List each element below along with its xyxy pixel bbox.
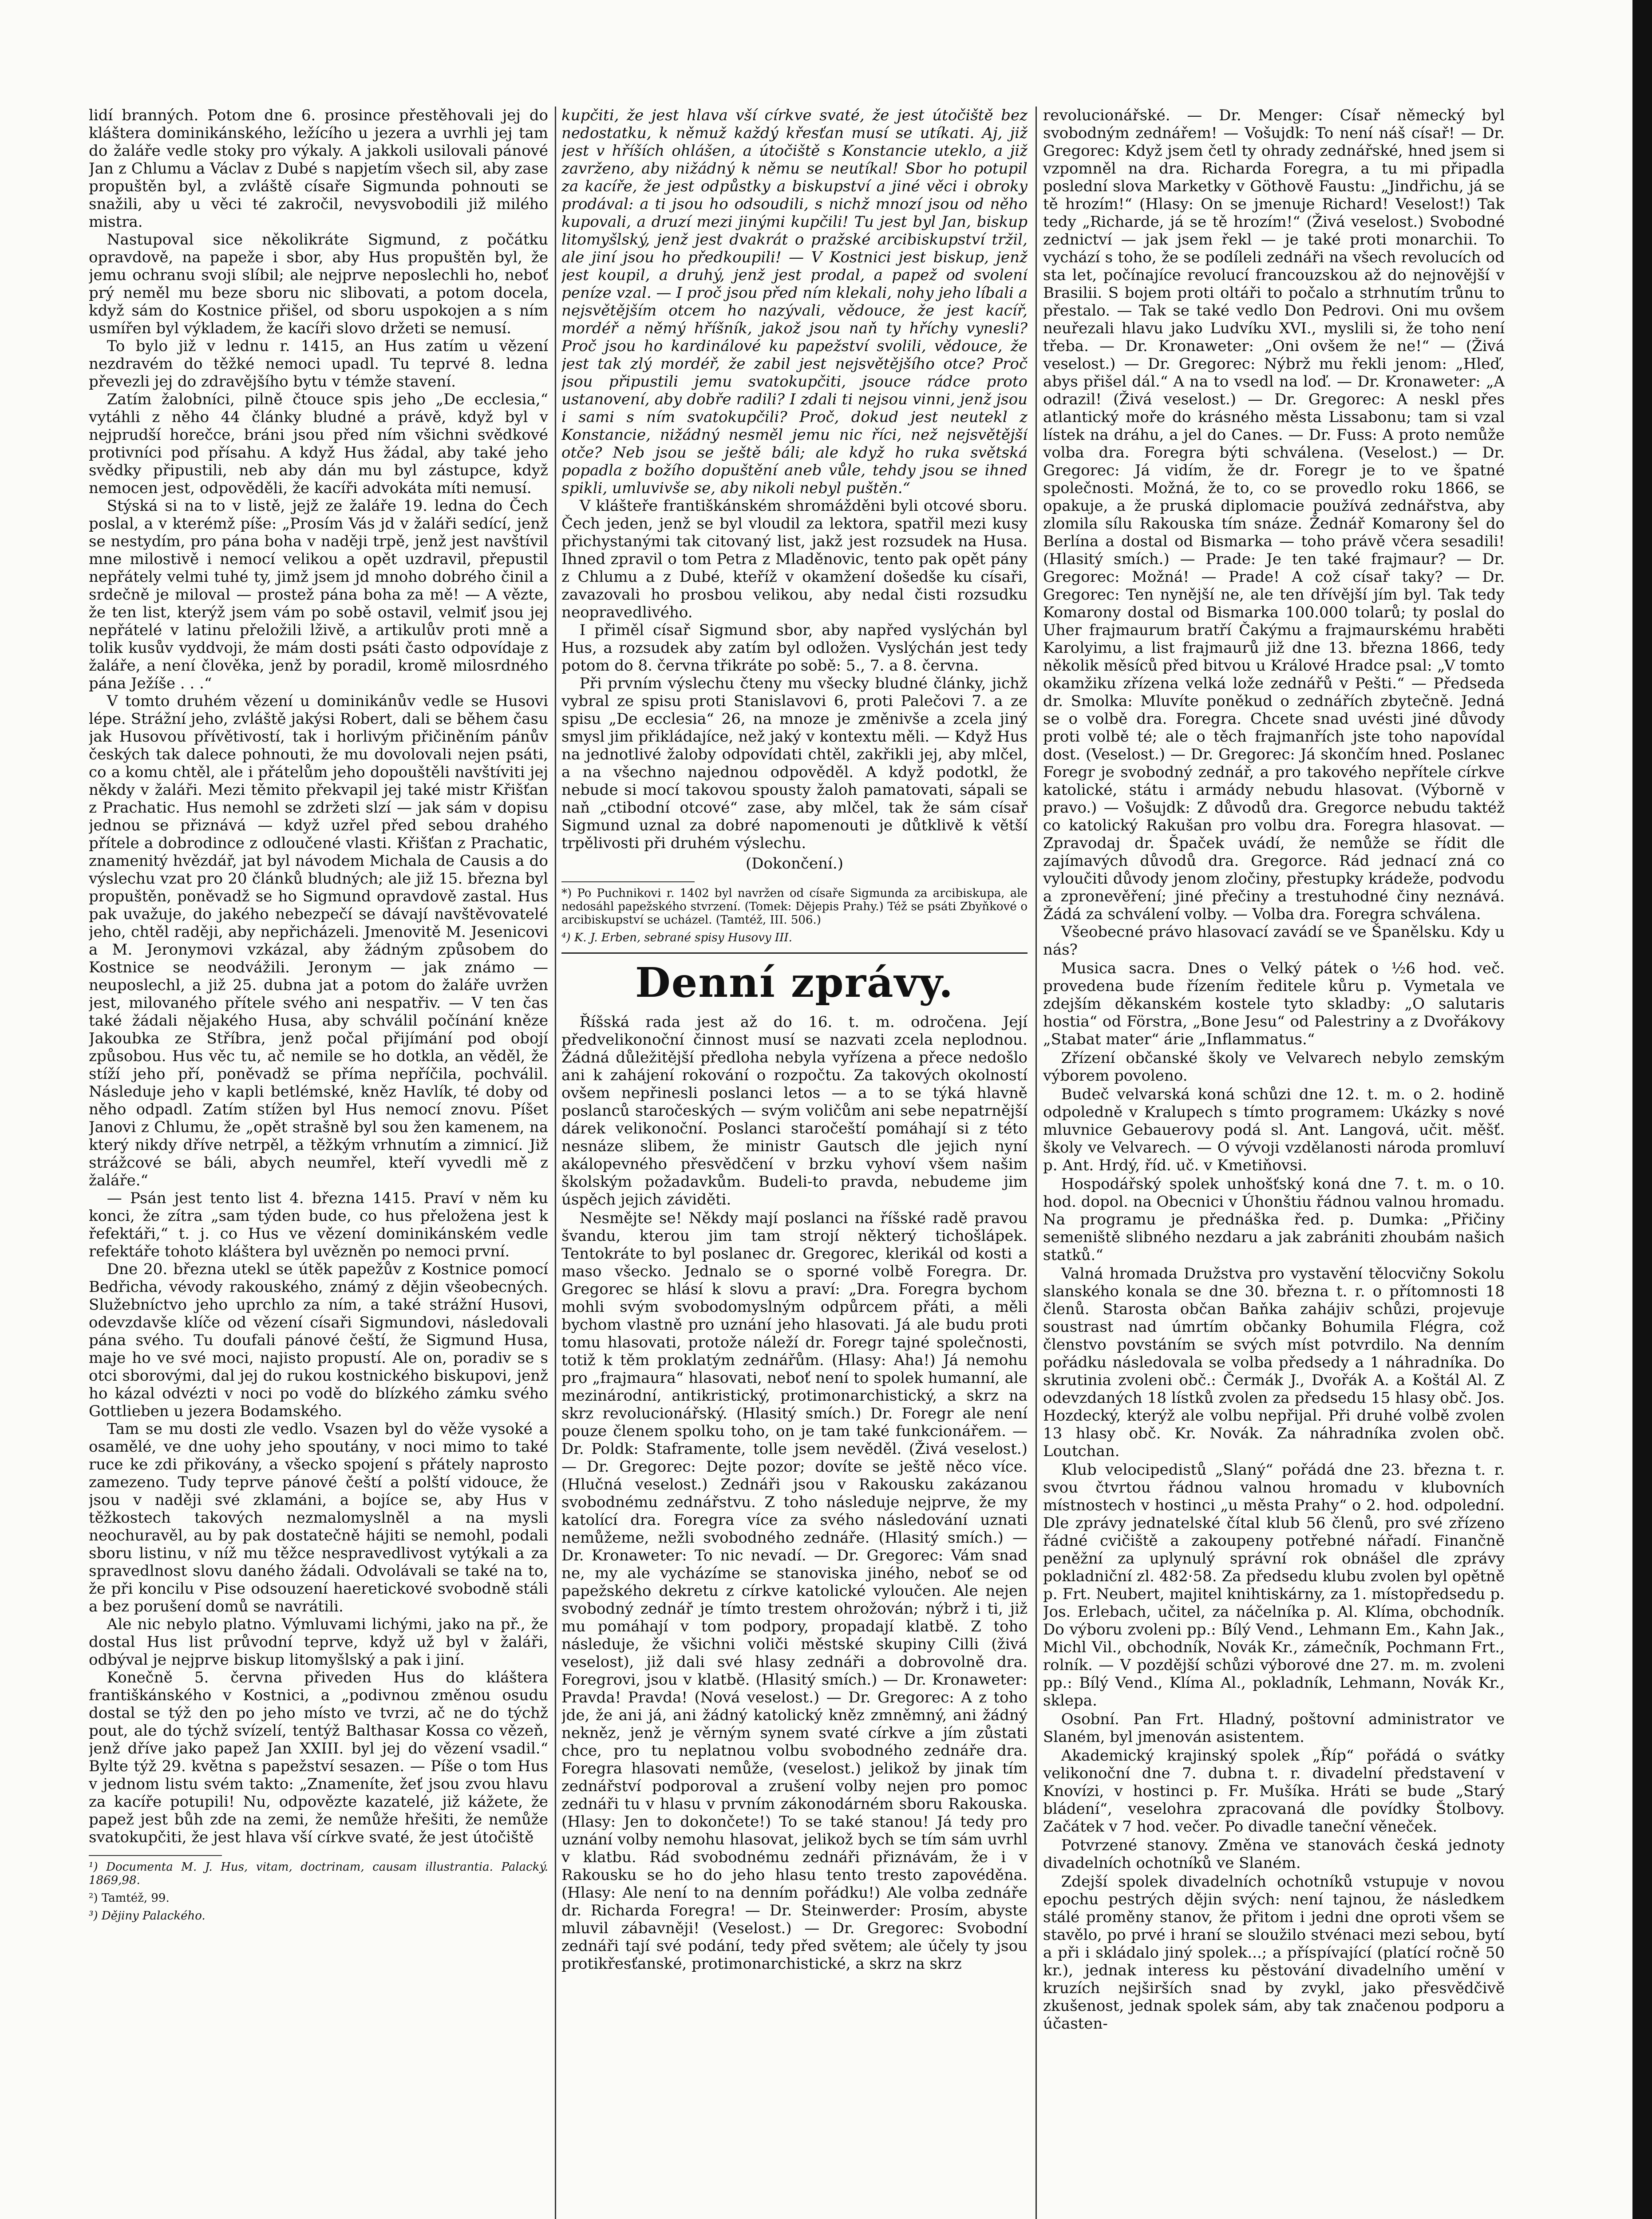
paragraph: V klášteře františkánském shromážděni byli otcové sboru. Čech jeden, jenž se byl vloudil za lektora, spatřil mezi kusy přichystanými tak citovaný list, jakž jest rozsudek na Husa. Ihned zpravil o tom Petra z Mladěnovic, tento pak opět pány z Chlumu a z Dubé, kteříž v okamžení došedše ku císaři, zavazovali ho prosbou velikou, aby nedal čisti rozsudku neopravedlivého. <box>561 497 1028 621</box>
column-3 <box>1043 107 1505 2219</box>
paragraph: revolucionářské. — Dr. Menger: Císař německý byl svobodným zednářem! — Vošujdk: To není náš císař! — Dr. Gregorec: Když jsem četl ty ohrady zednářské, hned jsem si vzpomněl na dra. Richarda Foregra, a tu mi připadla poslední slova Marketky v Göthově Faustu: „Jindřichu, já se tě hrozím!“ (Hlasy: On se jmenuje Richard! Veselost!) Tak tedy „Richarde, já se tě hrozím!“ (Živá veselost.) Svobodné zednictví — jak jsem řekl — je také proti monarchii. To vychází s toho, že se podíleli zednáři na všech revolucích od sta let, počínajíce revolucí francouzskou až do nejnovější v Brasilii. S bojem proti oltáři to počalo a strhnutím trůnu to přestalo. — Tak se také vedlo Don Pedrovi. Oni mu ovšem neuřezali hlavu jako Ludvíku XVI., myslili si, že toho není třeba. — Dr. Kronaweter: „Oni ovšem že ne!“ — (Živá veselost.) — Dr. Gregorec: Nýbrž mu řekli jenom: „Hleď, abys přišel dál.“ A na to vsedl na loď. — Dr. Kronaweter: „A odrazil! (Živá veselost.) — Dr. Gregorec: A neskl přes atlantický moře do krásného města Lissabonu; tam si vzal lístek na dráhu, a jel do Canes. — Dr. Fuss: A proto nemůže volba dra. Foregra býti schválena. (Veselost.) — Dr. Gregorec: Já vidím, že dr. Foregr je to ve špatné společnosti. Možná, že to, co se provedlo roku 1866, se opakuje, a že pruská diplomacie používá zednářstva, aby zlomila sílu Rakouska tím snáze. Žednář Komarony šel do Berlína a dostal od Bismarka — toho právě včera sesadili! (Hlasitý smích.) — Prade: Je ten také frajmaur? — Dr. Gregorec: Možná! — Prade! A což císař taky? — Dr. Gregorec: Ten nynější ne, ale ten dřívější jím byl. Tak tedy Komarony dostal od Bismarka 100.000 tolarů; ty poslal do Uher frajmaurum bratří Čakýmu a frajmaurskému hraběti Karolyimu, a list frajmaurů již dne 13. března 1866, tedy několik měsíců před bitvou u Králové Hradce psal: „V tomto okamžiku zřízena velká lože zednářů v Pešti.“ — Předseda dr. Smolka: Mluvíte poněkud o zednářích zbytečně. Jedná se o volbě dra. Foregra. Chcete snad uvésti jiné důvody proti volbě té; ale o těch frajmanřích jste toho napovídal dost. (Veselost.) — Dr. Gregorec: Já skončím hned. Poslanec Foregr je svobodný zednář, a pro takového nepřítele církve katolické, státu i armády nebudu hlasovat. (Výborně v pravo.) — Vošujdk: Z důvodů dra. Gregorce nebudu taktéž co katolický Rakušan pro volbu dra. Foregra hlasovat. — Zpravodaj dr. Špaček uvádí, že nemůže se řídit dle zajímavých důvodů dra. Gregorce. Rád jednací zná co vyloučiti důvody jenom zločiny, přestupky krádeže, podvodu a zpronevěření; jiné přečiny a trestuhodné činy neznává. Žádá za schválení volby. — Volba dra. Foregra schválena. <box>1043 107 1505 923</box>
continuation-note: (Dokončení.) <box>746 855 843 873</box>
paragraph: To bylo již v lednu r. 1415, an Hus zatím u vězení nezdravém do těžké nemoci upadl. Tu teprvé 8. ledna převezli jej do zdravějšího bytu v témže stavení. <box>89 337 548 391</box>
paragraph: Stýská si na to v listě, jejž ze žaláře 19. ledna do Čech poslal, a v kterémž píše: „Prosím Vás jd v žaláři sedící, jenž se nestydím, pro pána boha v naději trpě, jenž jest navštívil mne milostivě i nemocí velikou a opět uzdravil, přepustil nepřátely velmi tuhé ty, jimž jsem jd mnoho dobrého činil a srdečně je miloval — prostež pána boha za mě! — A vězte, že ten list, kterýž jsem vám po sobě ostavil, velmiť jsou jej nepřátelé v latinu přeložili lživě, a artikulův proti mně a tolik kusův vyddvoji, že mám dosti psáti často odpovídaje z žaláře, a není člověka, jenž by poradil, kromě milosrdného pána Ježíše . . .“ <box>89 497 548 692</box>
paragraph: kupčiti, že jest hlava vší církve svaté, že jest útočiště bez nedostatku, k němuž každý křesťan musí se utíkati. Aj, již jest v hříších ohlášen, a útočiště s Konstancie uteklo, a již zavrženo, aby nižádný k němu se neutíkal! Sbor ho potupil za kacíře, že jest odpůstky a biskupství a jiné věci i obroky prodával: a ti jsou ho odsoudili, s nichž mnozí jsou od něho kupovali, a druzí mezi jinými kupčili! Tu jest byl Jan, biskup litomyšlský, jenž jest dvakrát o pražské arcibiskupství tržil, ale jiní jsou ho předkoupili! — V Kostnici jest biskup, jenž jest koupil, a druhý, jenž jest prodal, a papež od svolení peníze vzal. — I proč jsou před ním klekali, nohy jeho líbali a nejsvětějším otcem ho nazývali, vědouce, že jest kacíř, mordéř a němý hříšník, jakož jsou naň ty hříchy vynesli? Proč jsou ho kardinálové ku papežství svolili, vědouce, že jest tak zlý mordéř, že zabil jest nejsvětějšího otce? Proč jsou připustili jemu svatokupčiti, jsouce rádce proto ustanovení, aby dobře radili? I zdali ti nejsou vinni, jenž jsou i sami s ním svatokupčili? Proč, dokud jest neutekl z Konstancie, nižádný nesměl jemu nic říci, než nejsvětější otče? Neb jsou se ještě báli; ale když ho ruka světská popadla z božího dopuštění aneb vůle, tehdy jsou se ihned spikli, umluvivše se, aby nikoli nebyl puštěn.“ <box>561 107 1028 497</box>
paragraph: Ale nic nebylo platno. Výmluvami lichými, jako na př., že dostal Hus list průvodní teprve, když už byl v žaláři, odbýval je nejprve biskup litomyšlský a pak i jiní. <box>89 1615 548 1669</box>
section-divider <box>561 952 1028 954</box>
footnote: ³) Dějiny Palackého. <box>89 1909 206 1923</box>
column-1 <box>89 107 548 2219</box>
column-rule <box>555 107 556 2219</box>
paragraph: Nastupoval sice několikráte Sigmund, z počátku opravdově, na papeže i sbor, aby Hus propuštěn byl, že jemu ochranu svoji slíbil; ale nejprve neposlechli ho, neboť prý neměl mu beze sboru nic slibovati, a potom docela, když sám do Kostnice přišel, od sboru uspokojen a s ním usmířen byl výkladem, že kacíři slovo držeti se nemusí. <box>89 231 548 337</box>
paragraph: Zatím žalobníci, pilně čtouce spis jeho „De ecclesia,“ vytáhli z něho 44 články bludné a právě, když byl v nejprudší horečce, bráni jsou před ním všichni svědkové protivníci pod přísahu. A když Hus žádal, aby také jeho svědky připustili, neb aby dán mu byl zástupce, když nemocen jest, odpověděli, že kacíři advokáta míti nemusí. <box>89 391 548 497</box>
news-item: Akademický krajinský spolek „Říp“ pořádá o svátky velikonoční dne 7. dubna t. r. divadelní představení v Knovízi, v hostinci p. Fr. Mušíka. Hráti se bude „Starý bládení“, veselohra zpracovaná dle povídky Štolbovy. Začátek v 7 hod. večer. Po divadle taneční věneček. <box>1043 1747 1505 1836</box>
news-item: Hospodářský spolek unhošťský koná dne 7. t. m. o 10. hod. dopol. na Obecnici v Úhonštiu řádnou valnou hromadu. Na programu je přednáška řed. p. Dumka: „Přičiny semeniště slibného nezdaru a jak zabrániti zhoubám našich statků.“ <box>1043 1175 1505 1264</box>
footnote: *) Po Puchnikovi r. 1402 byl navržen od císaře Sigmunda za arcibiskupa, ale nedosáhl papežského stvrzení. (Tomek: Dějepis Prahy.) Též se psáti Zbyňkové o arcibiskupství se ucházel. (Tamtéž, III. 506.) <box>561 887 1028 927</box>
news-item: Zdejší spolek divadelních ochotníků vstupuje v novou epochu pestrých dějin svých: není tajnou, že následkem stálé proměny stanov, že přitom i jedni dne oproti všem se stavělo, po prvé i hraní se sloužilo stvénaci mezi sebou, bytí a při i skládalo jiný spolek...; a příspívající (platící ročně 50 kr.), jednak interess ku pěstování divadelního umění v kruzích nejširších snad by zvykl, jako přesvědčivě zkušenost, jednak spolek sám, aby tak značenou podporu a účasten- <box>1043 1873 1505 2033</box>
footnote-rule <box>561 881 695 882</box>
footnote: ¹) Documenta M. J. Hus, vitam, doctrinam, causam illustrantia. Palacký. 1869,98. <box>89 1860 548 1887</box>
news-item: Říšská rada jest až do 16. t. m. odročena. Její předvelikonoční činnost musí se nazvati zcela neplodnou. Žádná důležitější předloha nebyla vyřízena a přece nedošlo ani k zahájení rokování o rozpočtu. Za takových okolností ovšem nepřinesli poslanci letos — a to se týká hlavně poslanců staročeských — svým voličům ani sebe nepatrnější dárek velikonoční. Poslanci staročeští pomáhají si z této nesnáze slibem, že ministr Gautsch dle jejich nyní akálopevného přesvědčení v brzku vyhoví všem našim školským požadavkům. Budeli-to pravda, nebudeme jim úspěch jejich záviděti. <box>561 1013 1028 1208</box>
column-rule <box>1035 107 1037 2219</box>
footnote: ²) Tamtéž, 99. <box>89 1891 170 1905</box>
paragraph: V tomto druhém vězení u dominikánův vedle se Husovi lépe. Strážní jeho, zvláště jakýsi Robert, dali se během času jak Husovou přívětivostí, tak i horlivým přičiněním pánův českých tak dalece pohnouti, že mu dovolovali nejen psáti, co a komu chtěl, ale i přátelům jeho dopouštěli navštíviti jej někdy v žaláři. Mezi těmito překvapil jej také mistr Křišťan z Prachatic. Hus nemohl se zdržeti slzí — jak sám v dopisu jednou se přiznává — když uzřel před sebou drahého přítele a dobrodince z odloučené vlasti. Křišťan z Prachatic, znamenitý hvězdář, jat byl návodem Michala de Causis a do výslechu vzat pro 20 článků bludných; ale již 15. března byl propuštěn, poněvadž se ho Sigmund opravdově zastal. Hus pak uvažuje, do jakého nebezpečí se dávají navštěvovatelé jeho, chtěl raději, aby nepřicházeli. Jmenovitě M. Jesenicovi a M. Jeronymovi vzkázal, aby žádným způsobem do Kostnice se neodvážili. Jeronym — jak známo — neuposlechl, a již 25. dubna jat a potom do žaláře uvržen jest, milovaného přítele svého ani nespatřiv. — V ten čas také žádali nějakého Husa, aby schválil počínání kněze Jakoubka ze Stříbra, jenž počal přijímání pod obojí způsobou. Hus věc tu, ač nemile se ho dotkla, an věděl, že stíží jeho pří, poněvadž se příma nepříčila, pochválil. Následuje jeho v kapli betlémské, kněz Havlík, té doby od něho odpadl. Zatím stížen byl Hus nemocí znovu. Píšet Janovi z Chlumu, že „opět strašně byl sou žen kamenem, na který nikdy dříve netrpěl, a těžkým vrhnutím a zimnicí. Již strážcové se báli, abych neumřel, kteří vyvedli mě z žaláře.“ <box>89 692 548 1189</box>
paragraph: Při prvním výslechu čteny mu všecky bludné články, jichž vybral ze spisu proti Stanislavovi 6, proti Palečovi 7. a ze spisu „De ecclesia“ 26, na mnoze je změnivše a zcela jiný smysl jim přikládajíce, než jaký v kontextu měli. — Když Hus na jednotlivé žaloby odpovídati chtěl, zakřikli jej, aby mlčel, a na všechno najednou odpověděl. A když podotkl, že nebude si mocí takovou spousty žaloh pamatovati, sápali se naň „ctibodní otcové“ zase, aby mlčel, tak že sám císař Sigmund uznal za dobré napomenouti je důtklivě k větší trpělivosti při druhém výslechu. <box>561 675 1028 852</box>
news-list <box>1043 923 1505 2033</box>
news-item: Všeobecné právo hlasovací zavádí se ve Španělsku. Kdy u nás? <box>1043 923 1505 959</box>
paragraph: lidí branných. Potom dne 6. prosince přestěhovali jej do kláštera dominikánského, ležícího u jezera a uvrhli jej tam do žaláře vedle stoky pro výkaly. A jakkoli usilovali pánové Jan z Chlumu a Václav z Dubé s napjetím všech sil, aby zase propuštěn byl, a zvláště císaře Sigmunda pohnouti se snažili, aby u věci té zakročil, nevysvobodili již milého mistra. <box>89 107 548 231</box>
news-item: Nesmějte se! Někdy mají poslanci na říšské radě pravou švandu, kterou jim tam strojí některý tichošlápek. Tentokráte to byl poslanec dr. Gregorec, klerikál od kosti a maso všecko. Jednalo se o sporné volbě Foregra. Dr. Gregorec se hlásí k slovu a praví: „Dra. Foregra bychom mohli svým svobodomyslným odpůrcem přáti, a měli bychom vlastně pro uznání jeho hlasovati. Já ale budu proti tomu hlasovati, protože náleží dr. Foregr tajné společnosti, totiž k těm proklatým zednářům. (Hlasy: Aha!) Já nemohu pro „frajmaura“ hlasovati, neboť není to spolek humanní, ale mezinárodní, antikristický, protimonarchistický, a skrz na skrz revolucionářský. (Hlasitý smích.) Dr. Foregr ale není pouze členem spolku toho, on je tam také funkcionářem. — Dr. Poldk: Staframente, tolle jsem nevěděl. (Živá veselost.) — Dr. Gregorec: Dejte pozor; dovíte se ještě něco více. (Hlučná veselost.) Zednáři jsou v Rakousku zakázanou svobodnému zednářstvu. Z toho následuje nejprve, že my katolící dra. Foregra více za svého následování uznati nemůžeme, nežli svobodného zednáře. (Hlasitý smích.) — Dr. Kronaweter: To nic nevadí. — Dr. Gregorec: Vám snad ne, my ale vycházíme se stanoviska jiného, neboť se od papežského dekretu z církve katolické vyloučen. Ale nejen svobodný zednář je tímto trestem ohrožován; nýbrž i ti, již mu pomáhají v tom podpory, propadají klatbě. Z toho následuje, že všichni voliči městské skupiny Cilli (živá veselost), již dali své hlasy zednáři a dobrovolně dra. Foregrovi, jsou v klatbě. (Hlasitý smích.) — Dr. Kronaweter: Pravda! Pravda! (Nová veselost.) — Dr. Gregorec: A z toho jde, že ani já, ani žádný katolický kněz zmněmný, ani žádný nekněz, jenž je věrným synem svaté církve a jím zůstati chce, pro tu neplatnou volbu svobodného zednáře dra. Foregra hlasovati nemůže, (veselost.) jelikož by jinak tím zednářství podporoval a zrušení volby nejen pro pomoc zednáři tu v hlasu v prvním zákonodárném sboru Rakouska. (Hlasy: Jen to dokončete!) To se také stanou! Já tedy pro uznání volby nemohu hlasovat, jelikož bych se tím sám uvrhl v klatbu. Rád svobodnému zednáři přiznávám, že i v Rakousku se ho do jeho hlasu tento tresto zapovéděna. (Hlasy: Ale není to na denním pořádku!) Ale volba zednáře dr. Richarda Foregra! — Dr. Steinwerder: Prosím, abyste mluvil zábavněji! (Veselost.) — Dr. Gregorec: Svobodní zednáři tají své podání, tedy před světem; ale účely ty jsou protikřesťanské, protimonarchistické, a skrz na skrz <box>561 1209 1028 1973</box>
footnote-rule <box>89 1855 222 1856</box>
news-item: Budeč velvarská koná schůzi dne 12. t. m. o 2. hodině odpoledně v Kralupech s tímto programem: Ukázky s nové mluvnice Gebauerovy podá sl. Ant. Langová, učit. měšť. školy ve Velvarech. — O vývoji vzdělanosti národa promluví p. Ant. Hrdý, říd. uč. v Kmetiňovsi. <box>1043 1086 1505 1174</box>
news-item: Valná hromada Družstva pro vystavění tělocvičny Sokolu slanského konala se dne 30. března t. r. o přítomnosti 18 členů. Starosta občan Baňka zahájiv schůzi, projevuje soustrast nad úmrtím občanky Bohumila Flégra, což členstvo povstáním se svých míst potvrdilo. Na denním pořádku následovala se volba předsedy a 1 náhradníka. Do skrutinia zvoleni obč.: Čermák J., Dvořák A. a Koštál Al. Z odevzdaných 18 lístků zvolen za předsedu 15 hlasy obč. Jos. Hozdecký, kterýž ale volbu nepřijal. Při druhé volbě zvolen 13 hlasy obč. Kr. Novák. Za náhradníka zvolen obč. Loutchan. <box>1043 1265 1505 1460</box>
news-item: Klub velocipedistů „Slaný“ pořádá dne 23. března t. r. svou čtvrtou řádnou valnou hromadu v klubovních místnostech v hostinci „u města Prahy“ o 2. hod. odpolední. Dle zprávy jednatelské čítal klub 56 členů, pro své zřízeno řádné cvičiště a zakoupeny potřebné nářadí. Finančně peněžní za uplynulý správní rok obnášel dle zprávy pokladniční zl. 482·58. Za předsedu klubu zvolen byl opětně p. Frt. Neubert, majitel knihtiskárny, za 1. místopředsedu p. Jos. Erlebach, učitel, za náčelníka p. Al. Klíma, obchodník. Do výboru zvoleni pp.: Bílý Vend., Lehmann Em., Kahn Jak., Michl Vil., obchodník, Novák Kr., zámečník, Pochmann Frt., rolník. — V pozdější schůzi výborové dne 27. m. m. zvoleni pp.: Bílý Vend., Klíma Al., pokladník, Lehmann, Novák Kr., sklepa. <box>1043 1461 1505 1710</box>
paragraph: Tam se mu dosti zle vedlo. Vsazen byl do věže vysoké a osamělé, ve dne uohy jeho spoutány, v noci mimo to také ruce ke zdi přikovány, a všecko spojení s přátely naprosto zamezeno. Tudy teprve pánové čeští a polští vidouce, že jsou v naději své zklamáni, a bojíce se, aby Hus v těžkostech takových nezmalomyslněl a na mysli neochuravěl, au by pak dostatečně hájiti se nemohl, podali sboru listinu, v níž mu těžce nespravedlivost vytýkali a za spravedlnost slovu daného žádali. Odvolávali se také na to, že při koncilu v Pise odsouzení haeretickové svobodně stáli a bez porušení domů se navrátili. <box>89 1420 548 1615</box>
section-title: Denní zprávy. <box>635 959 954 1007</box>
paragraph: Dne 20. března utekl se útěk papežův z Kostnice pomocí Bedřicha, vévody rakouského, známý z dějin všeobecných. Služebníctvo jeho uprchlo za ním, a také strážní Husovi, odevzdavše klíče od vězení císaři Sigmundovi, následovali pána svého. Tu doufali pánové čeští, že Sigmund Husa, maje ho ve své moci, najisto propustí. Ale on, poradiv se s otci sborovými, dal jej do rukou kostnického biskupovi, jenž ho kázal odvézti v noci po vodě do blízkého zámku svého Gottlieben u jezera Bodamského. <box>89 1260 548 1420</box>
news-list <box>561 1013 1028 1973</box>
paragraph: Konečně 5. června přiveden Hus do kláštera františkánského v Kostnici, a „podivnou změnou osudu dostal se týž den po jeho místo ve tvrzi, ač ne do týchž pout, ale do týchž svízelí, tentýž Balthasar Kossa co vězeň, jenž dříve jako papež Jan XXIII. byl jej do vězení vsadil.“ Bylte týž 29. května s papežství sesazen. — Píše o tom Hus v jednom listu svém takto: „Znameníte, žeť jsou zvou hlavu za kacíře potupili! Nu, odpovězte kazatelé, již kážete, že papež jest bůh zde na zemi, že nemůže hřešiti, že nemůže svatokupčiti, že jest hlava vší církve svaté, že jest útočiště <box>89 1669 548 1846</box>
news-item: Musica sacra. Dnes o Velký pátek o ½6 hod. več. provedena bude řízením ředitele kůru p. Vymetala ve zdejším děkanském kostele tyto skladby: „O salutaris hostia“ od Förstra, „Bone Jesu“ od Palestriny a z Dvořákovy „Stabat mater“ árie „Inflammatus.“ <box>1043 959 1505 1048</box>
news-item: Zřízení občanské školy ve Velvarech nebylo zemským výborem povoleno. <box>1043 1049 1505 1085</box>
news-item: Osobní. Pan Frt. Hladný, poštovní administrator ve Slaném, byl jmenován asistentem. <box>1043 1710 1505 1746</box>
news-item: Potvrzené stanovy. Změna ve stanovách česká jednoty divadelních ochotníků ve Slaném. <box>1043 1836 1505 1872</box>
column-2 <box>561 107 1028 2219</box>
footnote: ⁴) K. J. Erben, sebrané spisy Husovy III. <box>561 931 792 944</box>
paragraph: I přiměl císař Sigmund sbor, aby napřed vyslýchán byl Hus, a rozsudek aby zatím byl odložen. Vyslýchán jest tedy potom do 8. června třikráte po sobě: 5., 7. a 8. června. <box>561 621 1028 675</box>
paragraph: — Psán jest tento list 4. března 1415. Praví v něm ku konci, že zítra „sam týden bude, co hus přeložena jest k řefektáři,“ t. j. co Hus ve vězení dominikánském vedle refektáře tohoto kláštera byl uvězněn po nemoci první. <box>89 1189 548 1260</box>
